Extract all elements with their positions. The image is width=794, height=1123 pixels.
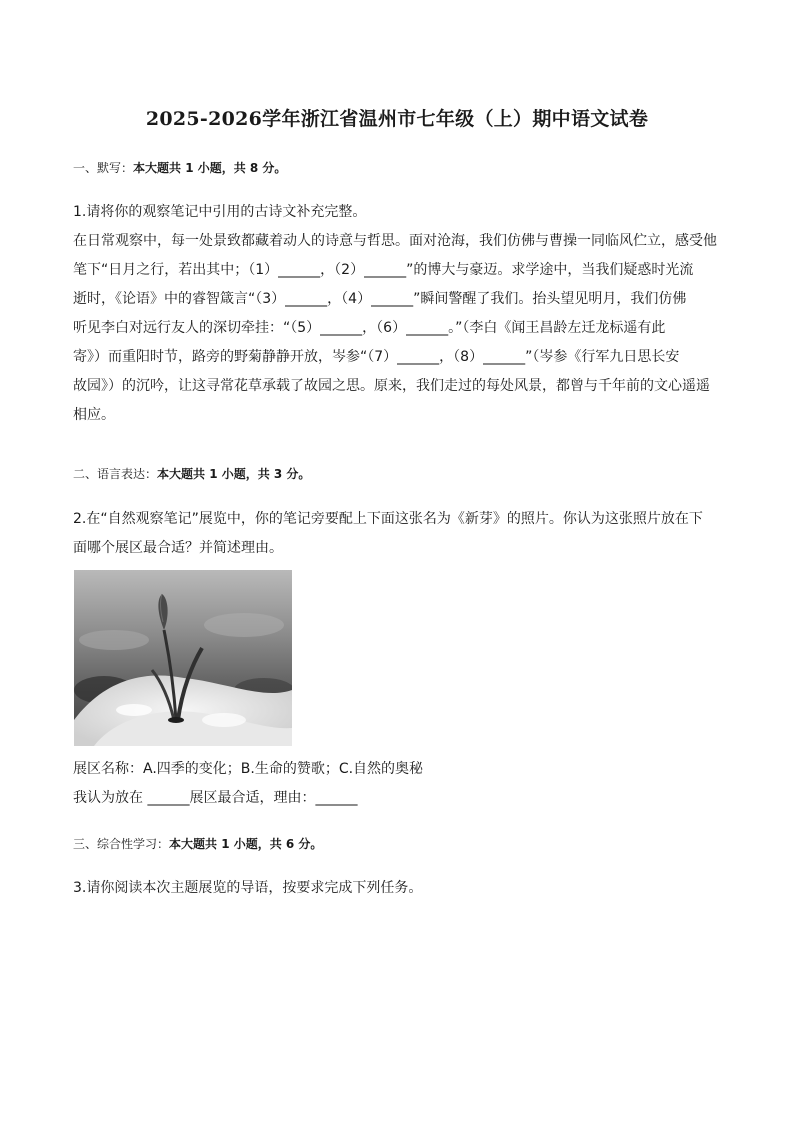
question-1 [73,198,723,430]
section-heading-1 [73,160,286,176]
section-prefix: 三、综合性学习： [73,837,170,851]
exhibition-options: 展区名称：A.四季的变化；B.生命的赞歌；C.自然的奥秘 [73,761,424,777]
text-line: 故园》）的沉吟，让这寻常花草承载了故园之思。原来，我们走过的每处风景，都曾与千年前的文心遥遥 [73,378,710,394]
section-info: 本大题共 1 小题，共 3 分。 [157,467,311,481]
question-2 [73,505,723,563]
section-prefix: 一、默写： [73,161,134,175]
text-line: 3.请你阅读本次主题展览的导语，按要求完成下列任务。 [73,880,423,896]
sprout-photo [74,570,292,746]
section-prefix: 二、语言表达： [73,467,158,481]
answer-line: 我认为放在 ______展区最合适，理由：______ [73,790,358,806]
text-line: 相应。 [73,407,115,423]
text-line: 2.在“自然观察笔记”展览中，你的笔记旁要配上下面这张名为《新芽》的照片。你认为这张照片放在下 [73,511,703,527]
section-heading-2 [73,466,310,482]
page-title: 2025-2026学年浙江省温州市七年级（上）期中语文试卷 [145,108,649,130]
text-line: 在日常观察中，每一处景致都藏着动人的诗意与哲思。面对沧海，我们仿佛与曹操一同临风伫立，感受他 [73,233,717,249]
text-line: 逝时，《论语》中的睿智箴言“（3）______，（4）______”瞬间警醒了我们。抬头望见明月，我们仿佛 [73,291,687,307]
question-2-options [73,755,723,813]
sprout-image [74,570,292,746]
text-line: 笔下“日月之行，若出其中；（1）______，（2）______”的博大与豪迈。求学途中，当我们疑惑时光流 [73,262,694,278]
question-3 [73,874,723,903]
section-heading-3 [73,836,322,852]
text-line: 面哪个展区最合适？并简述理由。 [73,540,283,556]
text-line: 1.请将你的观察笔记中引用的古诗文补充完整。 [73,204,367,220]
section-info: 本大题共 1 小题，共 6 分。 [169,837,323,851]
text-line: 寄》）而重阳时节，路旁的野菊静静开放，岑参“（7）______，（8）______”（岑参《行军九日思长安 [73,349,680,365]
section-info: 本大题共 1 小题，共 8 分。 [133,161,287,175]
text-line: 听见李白对远行友人的深切牵挂：“（5）______，（6）______。”（李白《闻王昌龄左迁龙标遥有此 [73,320,666,336]
